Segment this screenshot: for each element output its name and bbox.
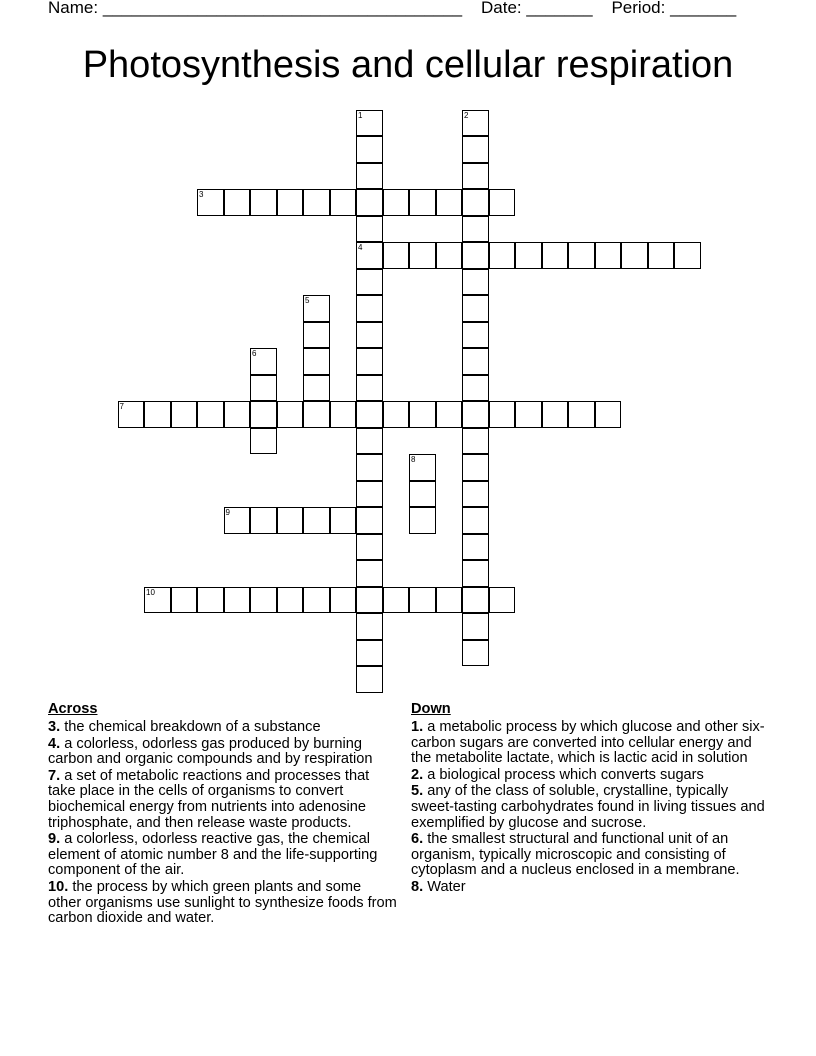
clue-number: 10. [48,878,69,895]
crossword-cell[interactable] [356,348,383,375]
crossword-cell[interactable] [250,507,277,534]
crossword-cell[interactable] [330,189,357,216]
clue-number: 4. [48,735,61,752]
crossword-cell[interactable] [489,189,516,216]
down-clues [411,701,773,897]
crossword-cell[interactable] [462,216,489,243]
crossword-cell[interactable] [462,189,489,216]
crossword-cell[interactable] [383,587,410,614]
crossword-cell[interactable] [383,242,410,269]
crossword-cell[interactable] [489,401,516,428]
crossword-cell[interactable] [568,401,595,428]
crossword-cell[interactable] [330,587,357,614]
crossword-cell[interactable] [462,534,489,561]
crossword-cell[interactable] [409,481,436,508]
crossword-cell[interactable] [542,401,569,428]
down-clue-list [411,720,773,896]
crossword-cell[interactable] [383,189,410,216]
crossword-cell[interactable] [621,242,648,269]
crossword-cell[interactable] [356,163,383,190]
across-clues [48,701,398,928]
crossword-cell[interactable] [144,587,171,614]
crossword-cell[interactable] [409,401,436,428]
down-clue [411,880,773,896]
crossword-cell[interactable] [224,587,251,614]
crossword-cell[interactable] [303,295,330,322]
down-heading: Down [411,701,451,717]
crossword-cell[interactable] [171,587,198,614]
clue-text: the chemical breakdown of a substance [60,719,321,735]
crossword-cell[interactable] [356,666,383,693]
crossword-cell[interactable] [409,454,436,481]
crossword-cell[interactable] [224,507,251,534]
down-clue [411,784,773,831]
clue-text: a biological process which converts sugars [423,766,704,783]
name-blank[interactable]: ______________________________________ [102,0,463,17]
cell-number: 3 [199,190,204,199]
period-label: Period: [611,0,666,17]
crossword-cell[interactable] [118,401,145,428]
crossword-cell[interactable] [303,375,330,402]
crossword-cell[interactable] [462,507,489,534]
crossword-cell[interactable] [224,189,251,216]
crossword-cell[interactable] [436,401,463,428]
cell-number: 6 [252,349,257,358]
crossword-cell[interactable] [197,189,224,216]
crossword-cell[interactable] [356,242,383,269]
crossword-cell[interactable] [356,587,383,614]
crossword-cell[interactable] [171,401,198,428]
clue-text: any of the class of soluble, crystalline, typically sweet-tasting carbohydrates found in living tissues and exemplified by glucose and sucrose. [411,783,765,831]
crossword-cell[interactable] [277,189,304,216]
clue-number: 1. [411,719,424,735]
crossword-cell[interactable] [595,242,622,269]
crossword-cell[interactable] [436,189,463,216]
clue-text: Water [423,878,466,895]
crossword-cell[interactable] [356,560,383,587]
clue-number: 5. [411,783,424,800]
crossword-cell[interactable] [462,587,489,614]
crossword-cell[interactable] [277,507,304,534]
crossword-cell[interactable] [303,507,330,534]
crossword-cell[interactable] [383,401,410,428]
crossword-cell[interactable] [462,295,489,322]
cell-number: 1 [358,110,363,120]
crossword-cell[interactable] [356,640,383,667]
crossword-cell[interactable] [250,348,277,375]
crossword-cell[interactable] [462,428,489,455]
crossword-cell[interactable] [568,242,595,269]
clue-text: a colorless, odorless reactive gas, the chemical element of atomic number 8 and the life-supporting component of the air. [48,831,378,879]
clue-number: 6. [411,831,424,848]
crossword-cell[interactable] [409,242,436,269]
crossword-cell[interactable] [303,348,330,375]
clue-text: a metabolic process by which glucose and other six-carbon sugars are converted into cellular energy and the metabolite lactate, which is lactic acid in solution [411,719,765,767]
crossword-cell[interactable] [462,401,489,428]
crossword-cell[interactable] [250,375,277,402]
cell-number: 2 [464,110,469,120]
crossword-cell[interactable] [462,613,489,640]
clue-number: 8. [411,878,424,895]
crossword-cell[interactable] [648,242,675,269]
name-label: Name: [48,0,99,17]
clue-number: 2. [411,766,424,783]
date-blank[interactable]: _______ [526,0,593,17]
across-clue [48,832,398,879]
crossword-cell[interactable] [462,560,489,587]
crossword-cell[interactable] [303,322,330,349]
cell-number: 10 [146,587,155,597]
crossword-cell[interactable] [250,428,277,455]
crossword-cell[interactable] [356,481,383,508]
cell-number: 5 [305,296,310,305]
crossword-cell[interactable] [356,216,383,243]
crossword-cell[interactable] [303,401,330,428]
crossword-cell[interactable] [462,348,489,375]
crossword-cell[interactable] [462,110,489,137]
date-label: Date: [481,0,522,17]
crossword-cell[interactable] [330,507,357,534]
crossword-cell[interactable] [224,401,251,428]
cell-number: 7 [119,402,124,411]
crossword-cell[interactable] [462,481,489,508]
clue-number: 7. [48,767,61,784]
crossword-cell[interactable] [409,189,436,216]
crossword-cell[interactable] [277,401,304,428]
crossword-cell[interactable] [462,640,489,667]
crossword-cell[interactable] [489,242,516,269]
crossword-cell[interactable] [436,242,463,269]
across-clue [48,880,398,927]
page-title: Photosynthesis and cellular respiration [82,44,734,86]
crossword-cell[interactable] [462,163,489,190]
crossword-cell[interactable] [356,401,383,428]
crossword-cell[interactable] [356,110,383,137]
crossword-cell[interactable] [250,587,277,614]
cell-number: 4 [358,243,363,252]
crossword-cell[interactable] [330,401,357,428]
crossword-cell[interactable] [303,587,330,614]
clue-number: 3. [48,719,61,735]
crossword-cell[interactable] [515,401,542,428]
crossword-cell[interactable] [489,587,516,614]
crossword-cell[interactable] [197,401,224,428]
across-heading: Across [48,701,98,717]
crossword-cell[interactable] [356,428,383,455]
crossword-cell[interactable] [356,269,383,296]
crossword-cell[interactable] [356,295,383,322]
crossword-cell[interactable] [250,189,277,216]
crossword-cell[interactable] [436,587,463,614]
clue-text: a colorless, odorless gas produced by burning carbon and organic compounds and by respiration [48,735,373,768]
period-blank[interactable]: _______ [670,0,737,17]
clue-number: 9. [48,831,61,848]
across-clue-list [48,720,398,927]
crossword-cell[interactable] [462,454,489,481]
crossword-cell[interactable] [356,322,383,349]
crossword-cell[interactable] [356,375,383,402]
crossword-cell[interactable] [356,454,383,481]
clue-text: the smallest structural and functional unit of an organism, typically microscopic and consisting of cytoplasm and a nucleus enclosed in a membrane. [411,831,740,879]
crossword-cell[interactable] [144,401,171,428]
crossword-cell[interactable] [515,242,542,269]
crossword-cell[interactable] [462,136,489,163]
down-clue [411,768,773,784]
crossword-cell[interactable] [356,613,383,640]
crossword-cell[interactable] [674,242,701,269]
crossword-cell[interactable] [197,587,224,614]
crossword-cell[interactable] [462,375,489,402]
down-clue [411,832,773,879]
crossword-cell[interactable] [462,322,489,349]
down-clue [411,720,773,767]
across-clue [48,737,398,768]
across-clue [48,720,398,736]
crossword-cell[interactable] [356,534,383,561]
crossword-cell[interactable] [356,189,383,216]
crossword-cell[interactable] [542,242,569,269]
cell-number: 8 [411,455,416,464]
clue-text: a set of metabolic reactions and processes that take place in the cells of organisms to convert biochemical energy from nutrients into adenosine triphosphate, and then release waste products. [48,767,370,831]
crossword-cell[interactable] [409,587,436,614]
cell-number: 9 [225,508,230,517]
crossword-cell[interactable] [462,242,489,269]
crossword-cell[interactable] [250,401,277,428]
crossword-cell[interactable] [356,507,383,534]
crossword-cell[interactable] [356,136,383,163]
across-clue [48,769,398,831]
clue-text: the process by which green plants and some other organisms use sunlight to synthesize foods from carbon dioxide and water. [48,878,397,927]
crossword-cell[interactable] [277,587,304,614]
crossword-cell[interactable] [409,507,436,534]
crossword-cell[interactable] [303,189,330,216]
crossword-cell[interactable] [462,269,489,296]
crossword-cell[interactable] [595,401,622,428]
